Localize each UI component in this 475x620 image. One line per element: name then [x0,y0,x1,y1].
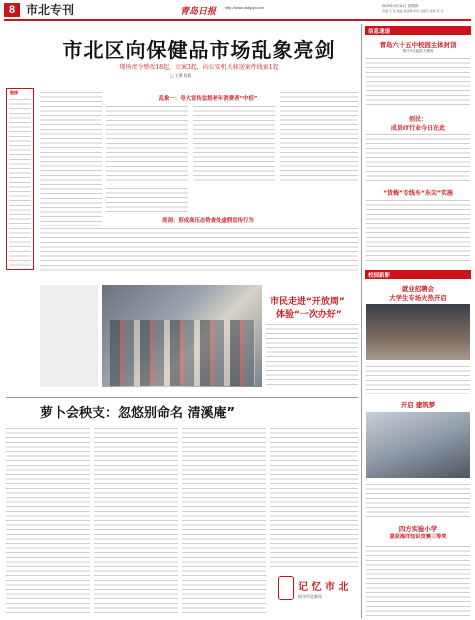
memory-logo-main: 记 忆 市 北 [298,582,349,593]
right-r4-text [366,364,470,394]
column-divider [361,24,362,618]
lead-byline: □ 王勇 张莉 [170,73,192,78]
feature-title-2: 体验“一次办好” [276,310,342,320]
section-title: 市北专刊 [26,3,75,17]
story2-col1 [6,426,90,616]
right-section2-label: 校园新影 [368,273,391,279]
right-r3-title: “货梅”专线车“东尖”实施 [383,190,453,197]
right-r6-title2: 喜获海洋知识竞赛三等奖 [389,534,447,540]
feature-title-1: 市民走进“开放周” [270,297,345,307]
story2-rule [6,397,358,398]
date-line: 2019年4月11日 星期四 [382,4,419,8]
right-r2-text [366,132,470,184]
lead-sub2: 亮剑：形成高压态势查处虚假宣传行为 [162,218,254,224]
editor-line: 责编 王 涛 美编 吴丽娜 审读 刘国庆 排版 邢 亮 [382,9,444,13]
right-r6-text [366,544,470,616]
lead-sub1: 乱象一：夸大宣传忽悠老年消费者“中招” [158,96,258,102]
lead-col4 [280,90,358,182]
right-section1-label: 信息速递 [368,29,391,35]
feature-photo-people [110,320,255,386]
lead-col3 [193,104,275,182]
right-photo1 [366,304,470,360]
paper-name: 青岛日报 [180,7,217,17]
feature-photo-left [40,285,98,387]
right-r4-title2: 大学生专场火热开启 [389,294,447,302]
story2-col4 [270,426,358,568]
right-r4-title: 就业招聘会 [402,285,434,293]
right-r6-title: 四方实验小学 [398,525,438,533]
right-r3-text [366,198,470,264]
right-r1-title: 青岛六十五中校园主体封顶 [379,41,457,49]
right-r5-title: 开启 建筑梦 [400,401,436,409]
header-rule [4,19,471,21]
lead-col5 [106,186,188,214]
lead-headline: 市北区向保健品市场乱象亮剑 [62,38,336,62]
story2-headline: 萝卜会秧支：忽悠别命名 清溪庵” [40,406,236,421]
side-text [9,97,31,267]
memory-logo-mark [278,576,294,600]
memory-logo-sub: 探寻市北新角 [298,594,322,599]
right-r2-title: 创民： [408,116,427,123]
story2-col3 [182,426,266,616]
right-photo2 [366,412,470,478]
paper-url: http://www.dailyqd.com [225,6,264,10]
right-r1-text [366,56,470,108]
right-r1-sub: 预计9月起投入使用 [402,49,434,53]
feature-text [266,322,358,388]
right-r2-title2: 成县IT行业今日在此 [390,125,446,132]
story2-col2 [94,426,178,616]
lead-col2 [106,104,188,182]
right-r5-text [366,482,470,518]
page-number: 8 [8,4,16,16]
lead-subhead: 现场责令整改18起，立案3起，向公安机关移送案件线索1起 [119,64,279,71]
lead-col6 [40,226,358,274]
side-tag-label: 链接 [10,90,18,95]
